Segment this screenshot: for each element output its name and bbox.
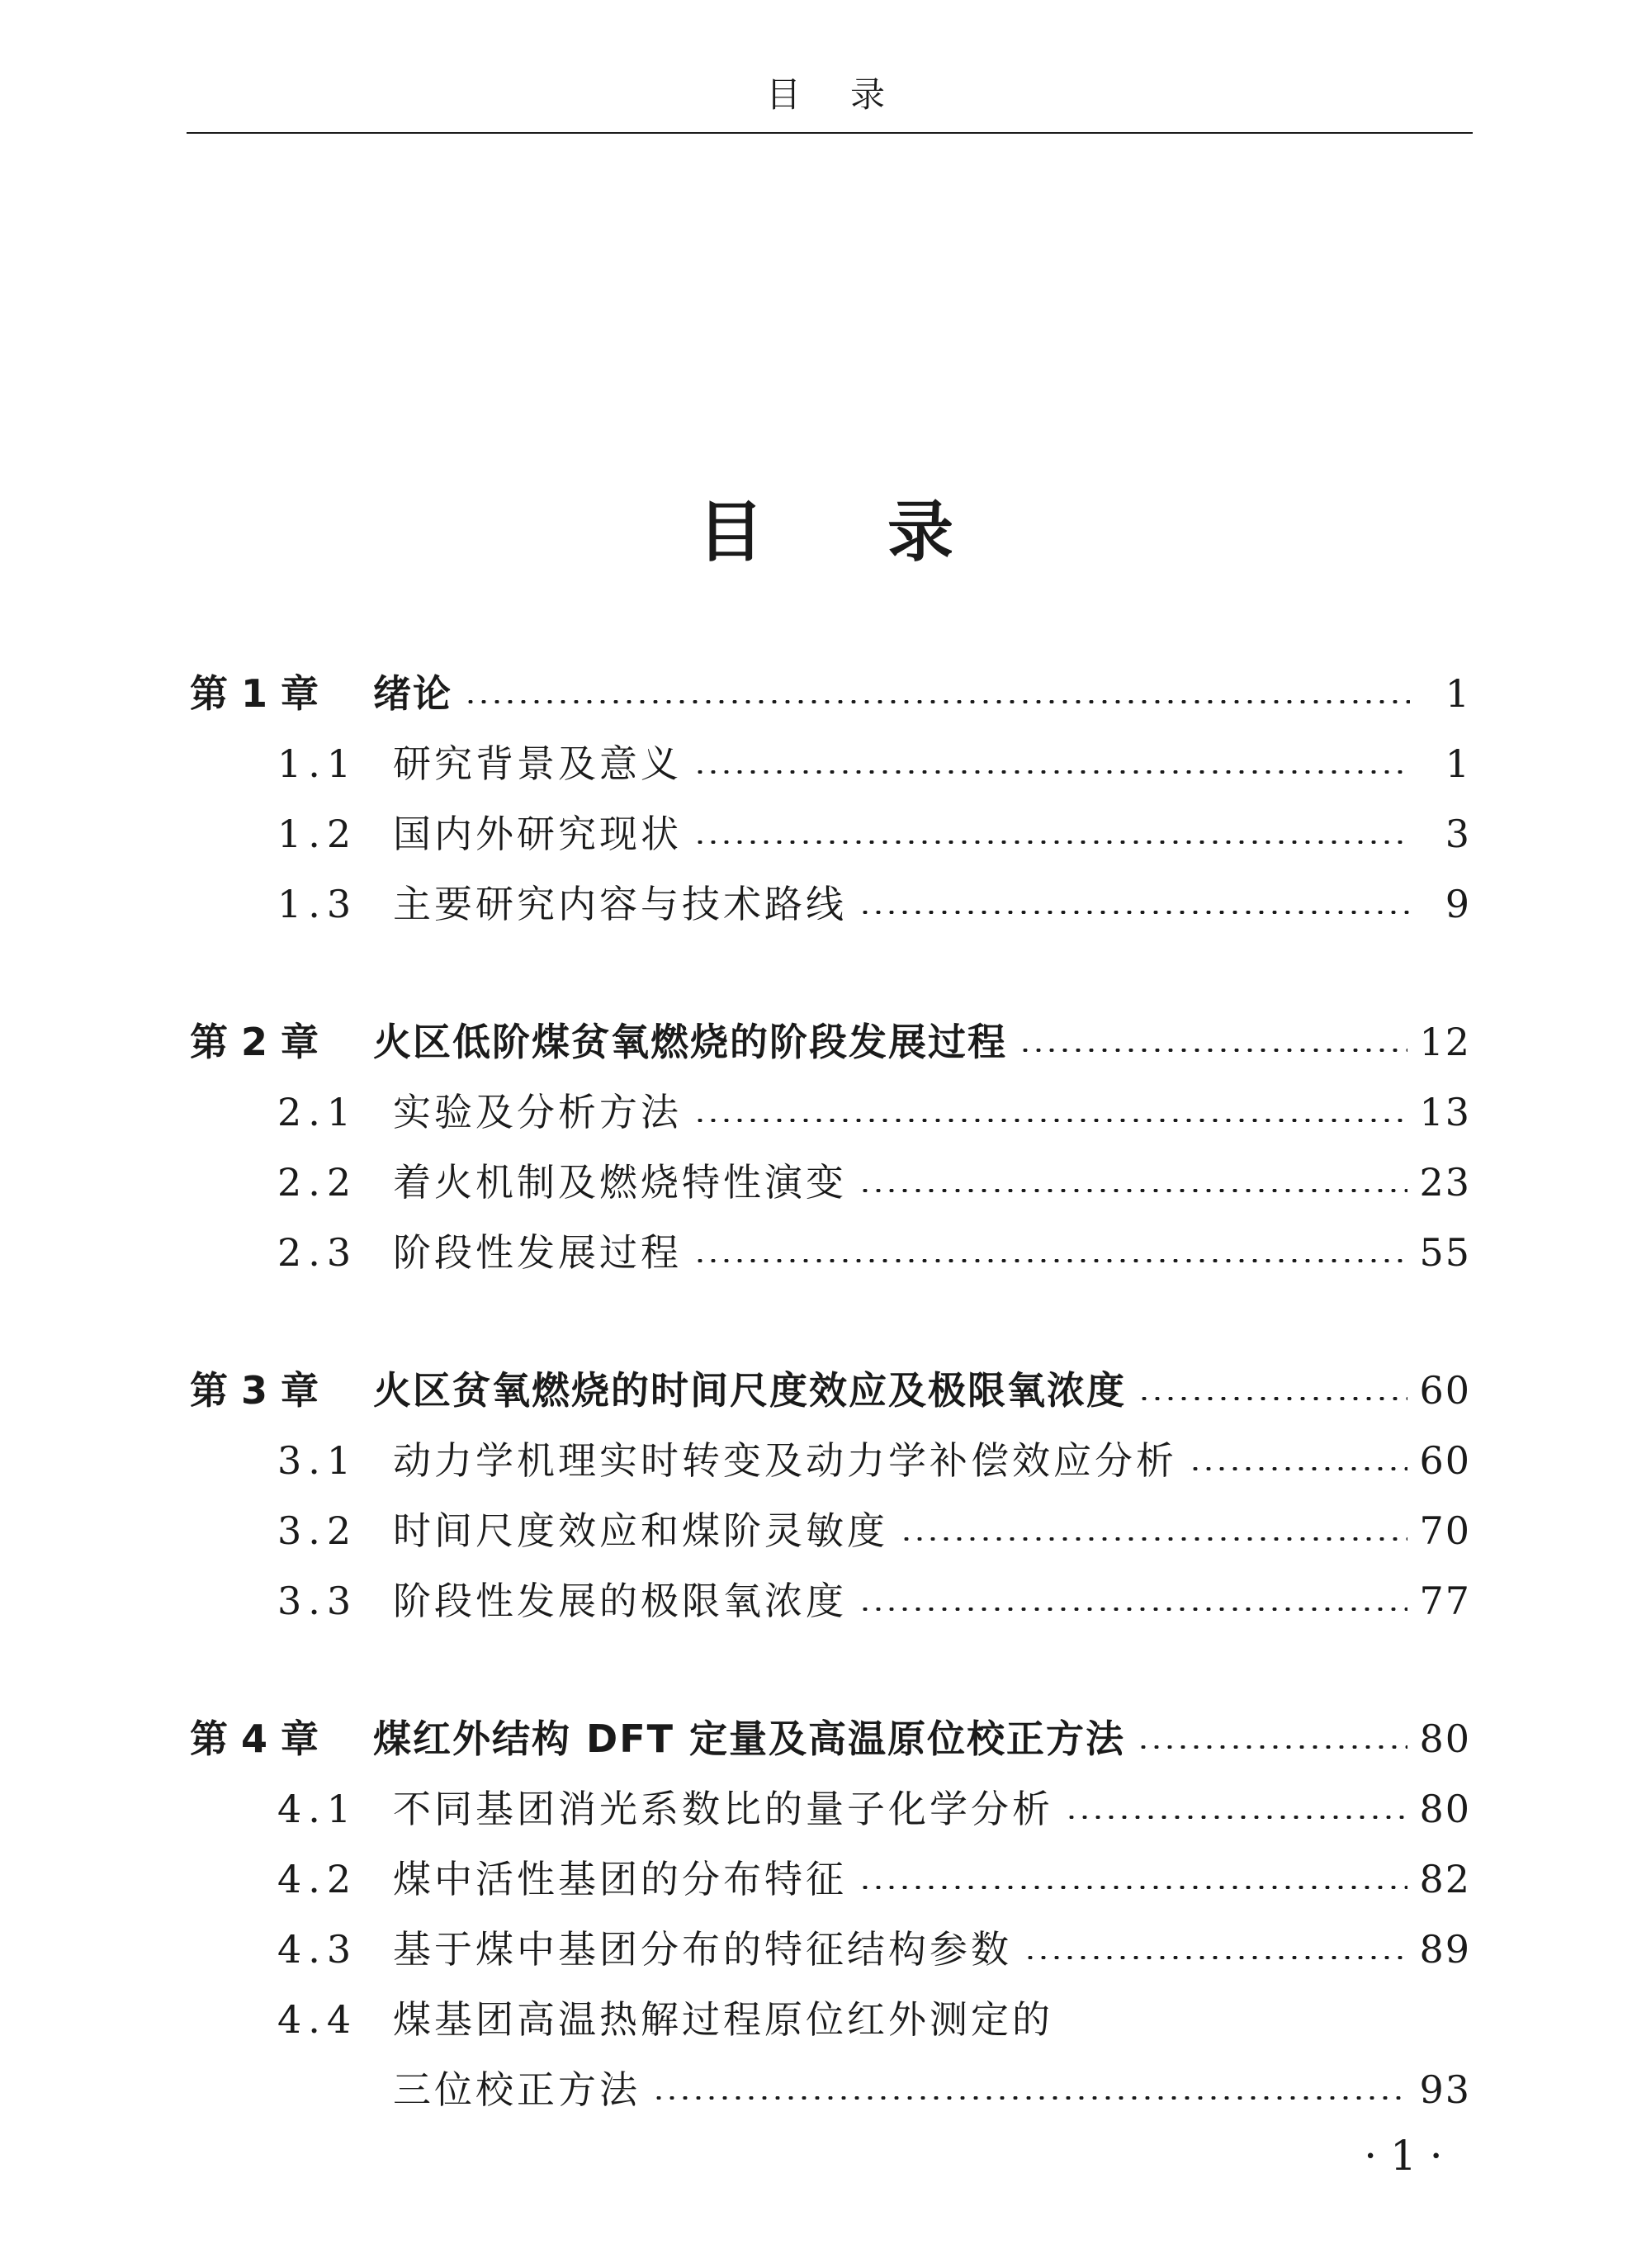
toc-section-3-3[interactable] xyxy=(277,1576,1471,1626)
page-number: 13 xyxy=(1419,1090,1471,1134)
section-number: 2.3 xyxy=(277,1230,358,1275)
toc-section-1-3[interactable] xyxy=(277,879,1471,929)
dot-leader xyxy=(693,1119,1407,1122)
page-number: 80 xyxy=(1419,1716,1471,1761)
section-title: 阶段性发展的极限氧浓度 xyxy=(393,1579,847,1623)
section-number: 4.1 xyxy=(277,1787,358,1831)
section-title: 着火机制及燃烧特性演变 xyxy=(393,1160,847,1205)
section-number: 2.2 xyxy=(277,1160,358,1205)
dot-leader xyxy=(859,1607,1407,1611)
toc-chapter-3[interactable] xyxy=(190,1366,1471,1415)
toc-section-3-1[interactable] xyxy=(277,1436,1471,1485)
toc-section-2-1[interactable] xyxy=(277,1087,1471,1137)
page-title: 目录 xyxy=(698,494,1077,571)
section-number: 4.2 xyxy=(277,1857,358,1901)
page-number: 1 xyxy=(1445,671,1471,716)
page-number: 12 xyxy=(1419,1020,1471,1064)
section-title: 不同基团消光系数比的量子化学分析 xyxy=(393,1787,1053,1831)
dot-leader xyxy=(652,2096,1407,2100)
section-title: 研究背景及意义 xyxy=(393,741,682,786)
section-title: 时间尺度效应和煤阶灵敏度 xyxy=(393,1508,888,1553)
dot-leader xyxy=(900,1537,1407,1541)
page-number: 82 xyxy=(1419,1857,1471,1901)
toc-section-3-2[interactable] xyxy=(277,1506,1471,1555)
section-title: 国内外研究现状 xyxy=(393,812,682,856)
section-number: 1.2 xyxy=(277,812,358,856)
toc-section-4-4-continued[interactable] xyxy=(393,2065,1471,2114)
page-number: 80 xyxy=(1419,1787,1471,1831)
section-title: 主要研究内容与技术路线 xyxy=(393,882,847,926)
dot-leader xyxy=(464,700,1410,703)
toc-section-4-3[interactable] xyxy=(277,1925,1471,1974)
chapter-number: 第 3 章 xyxy=(190,1368,319,1413)
section-number: 4.3 xyxy=(277,1927,358,1972)
page-number: 3 xyxy=(1445,812,1471,856)
toc-section-4-2[interactable] xyxy=(277,1854,1471,1904)
section-title-continued: 三位校正方法 xyxy=(393,2067,641,2112)
section-number: 2.1 xyxy=(277,1090,358,1134)
dot-leader xyxy=(1024,1956,1407,1959)
chapter-title: 煤红外结构 DFT 定量及高温原位校正方法 xyxy=(373,1716,1126,1761)
section-number: 3.2 xyxy=(277,1508,358,1553)
chapter-number: 第 2 章 xyxy=(190,1020,319,1064)
dot-leader xyxy=(859,911,1410,914)
section-number: 3.1 xyxy=(277,1438,358,1483)
section-number: 1.3 xyxy=(277,882,358,926)
page-number: 23 xyxy=(1419,1160,1471,1205)
toc-section-1-1[interactable] xyxy=(277,739,1471,788)
toc-section-2-2[interactable] xyxy=(277,1158,1471,1207)
section-number: 1.1 xyxy=(277,741,358,786)
dot-leader xyxy=(693,770,1410,774)
chapter-title: 火区低阶煤贫氧燃烧的阶段发展过程 xyxy=(373,1020,1007,1064)
toc-chapter-2[interactable] xyxy=(190,1017,1471,1067)
page-number: 77 xyxy=(1419,1579,1471,1623)
dot-leader xyxy=(1138,1397,1407,1400)
toc-chapter-1[interactable] xyxy=(190,669,1471,718)
dot-leader xyxy=(859,1886,1407,1889)
section-title: 实验及分析方法 xyxy=(393,1090,682,1134)
section-title: 基于煤中基团分布的特征结构参数 xyxy=(393,1927,1012,1972)
dot-leader xyxy=(1189,1467,1407,1470)
section-number: 3.3 xyxy=(277,1579,358,1623)
section-title: 动力学机理实时转变及动力学补偿效应分析 xyxy=(393,1438,1177,1483)
page-number: 89 xyxy=(1419,1927,1471,1972)
toc-section-1-2[interactable] xyxy=(277,809,1471,859)
section-title: 阶段性发展过程 xyxy=(393,1230,682,1275)
section-title: 煤基团高温热解过程原位红外测定的 xyxy=(393,1997,1053,2042)
chapter-title: 火区贫氧燃烧的时间尺度效应及极限氧浓度 xyxy=(373,1368,1126,1413)
page-number: 55 xyxy=(1419,1230,1471,1275)
dot-leader xyxy=(1019,1049,1407,1052)
dot-leader xyxy=(859,1189,1407,1192)
toc-section-4-1[interactable] xyxy=(277,1784,1471,1834)
dot-leader xyxy=(1065,1816,1407,1819)
chapter-number: 第 4 章 xyxy=(190,1716,319,1761)
chapter-title: 绪论 xyxy=(373,671,452,716)
page-number: 1 xyxy=(1445,741,1471,786)
page-number: 93 xyxy=(1419,2067,1471,2112)
chapter-number: 第 1 章 xyxy=(190,671,319,716)
section-title: 煤中活性基团的分布特征 xyxy=(393,1857,847,1901)
running-head: 目录 xyxy=(765,74,934,115)
dot-leader xyxy=(693,840,1410,844)
page-number: 70 xyxy=(1419,1508,1471,1553)
folio-page-number: · 1 · xyxy=(1364,2132,1443,2180)
page-number: 60 xyxy=(1419,1438,1471,1483)
page-number: 9 xyxy=(1445,882,1471,926)
toc-section-2-3[interactable] xyxy=(277,1228,1471,1277)
page-number: 60 xyxy=(1419,1368,1471,1413)
dot-leader xyxy=(693,1259,1407,1262)
section-number: 4.4 xyxy=(277,1997,358,2042)
toc-section-4-4[interactable] xyxy=(277,1995,1471,2044)
toc-chapter-4[interactable] xyxy=(190,1714,1471,1764)
dot-leader xyxy=(1137,1745,1407,1749)
